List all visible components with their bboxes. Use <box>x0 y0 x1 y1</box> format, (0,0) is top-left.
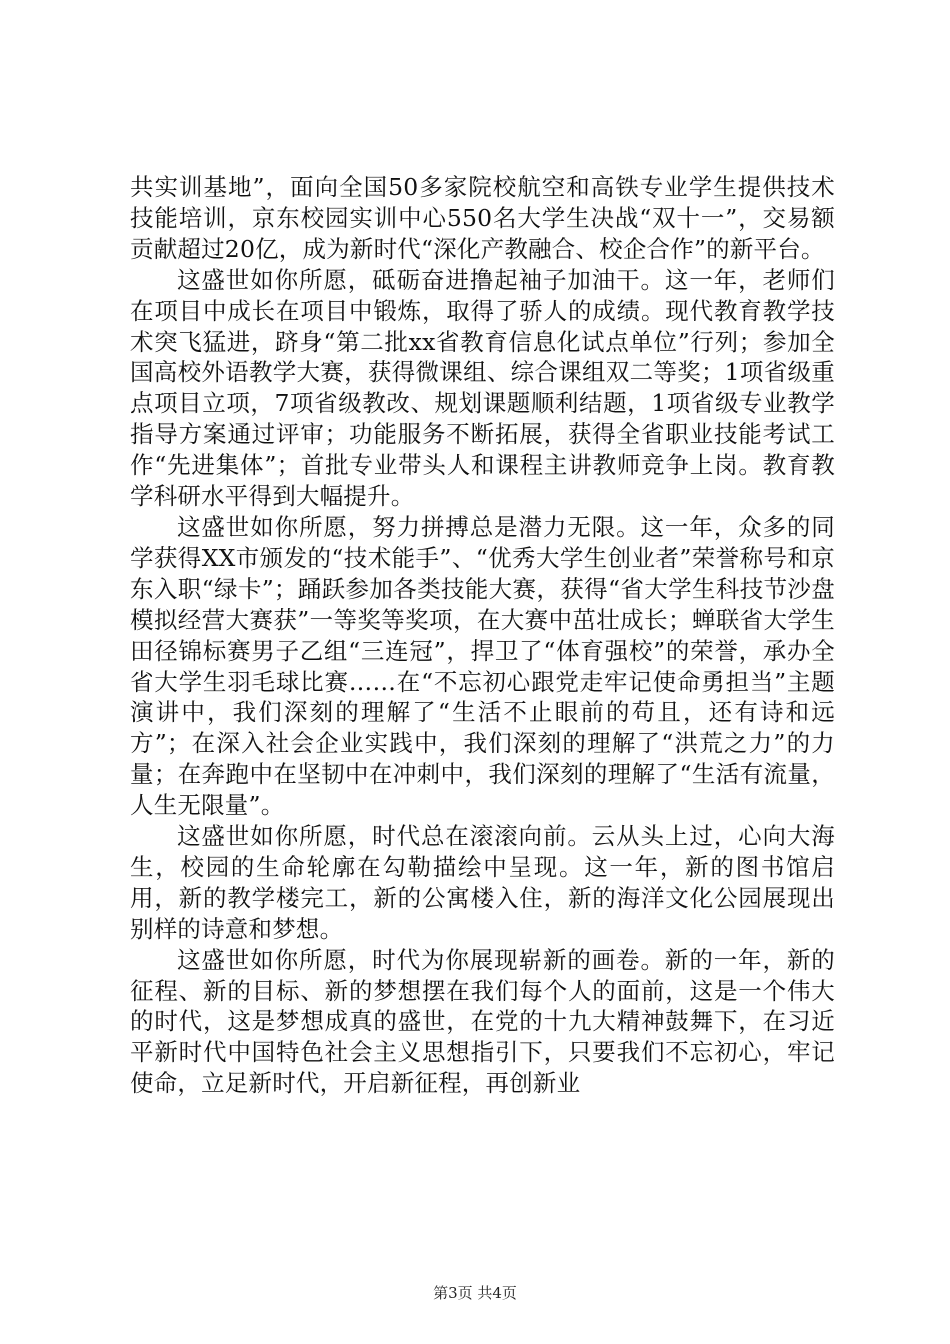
paragraph: 这盛世如你所愿，时代为你展现崭新的画卷。新的一年，新的征程、新的目标、新的梦想摆在我们每个人的面前，这是一个伟大的时代，这是梦想成真的盛世，在党的十九大精神鼓舞下，在习近平新时代中国特色社会主义思想指引下，只要我们不忘初心，牢记使命，立足新时代，开启新征程，再创新业 <box>130 945 835 1098</box>
page-number-footer: 第3页 共4页 <box>433 1284 517 1302</box>
paragraph: 这盛世如你所愿，时代总在滚滚向前。云从头上过，心向大海生，校园的生命轮廓在勾勒描绘中呈现。这一年，新的图书馆启用，新的教学楼完工，新的公寓楼入住，新的海洋文化公园展现出别样的诗意和梦想。 <box>130 822 835 943</box>
paragraph: 这盛世如你所愿，砥砺奋进撸起袖子加油干。这一年，老师们在项目中成长在项目中锻炼，取得了骄人的成绩。现代教育教学技术突飞猛进，跻身“第二批xx省教育信息化试点单位”行列；参加全国高校外语教学大赛，获得微课组、综合课组双二等奖；1项省级重点项目立项，7项省级教改、规划课题顺利结题，1项省级专业教学指导方案通过评审；功能服务不断拓展，获得全省职业技能考试工作“先进集体”；首批专业带头人和课程主讲教师竞争上岗。教育教学科研水平得到大幅提升。 <box>130 265 835 511</box>
paragraph: 这盛世如你所愿，努力拼搏总是潜力无限。这一年，众多的同学获得XX市颁发的“技术能手”、“优秀大学生创业者”荣誉称号和京东入职“绿卡”；踊跃参加各类技能大赛，获得“省大学生科技节沙盘模拟经营大赛获”一等奖等奖项，在大赛中茁壮成长；蝉联省大学生田径锦标赛男子乙组“三连冠”，捍卫了“体育强校”的荣誉，承办全省大学生羽毛球比赛……在“不忘初心跟党走牢记使命勇担当”主题演讲中，我们深刻的理解了“生活不止眼前的苟且，还有诗和远方”；在深入社会企业实践中，我们深刻的理解了“洪荒之力”的力量；在奔跑中在坚韧中在冲刺中，我们深刻的理解了“生活有流量，人生无限量”。 <box>130 512 835 820</box>
document-body <box>130 172 835 1099</box>
paragraph-continued: 共实训基地”，面向全国50多家院校航空和高铁专业学生提供技术技能培训，京东校园实训中心550名大学生决战“双十一”，交易额贡献超过20亿，成为新时代“深化产教融合、校企合作”的新平台。 <box>130 173 835 263</box>
